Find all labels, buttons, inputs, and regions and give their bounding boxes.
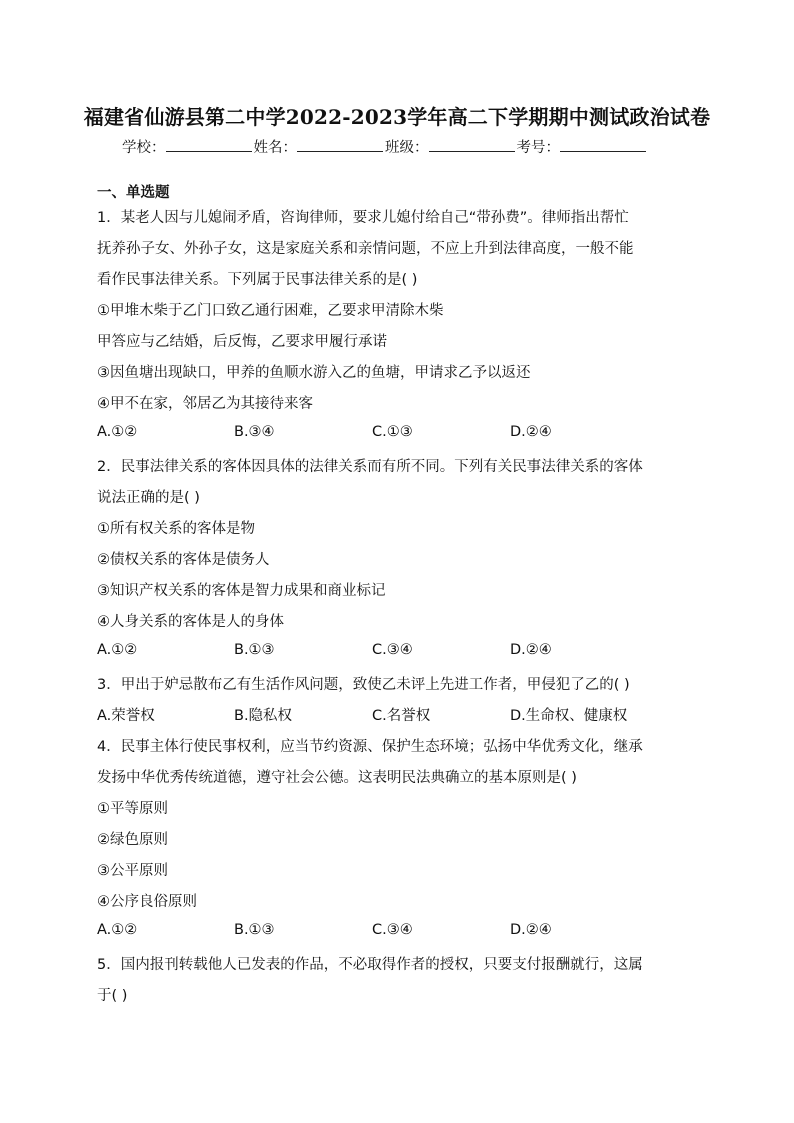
question-4-statement: ③公平原则 <box>97 863 168 879</box>
option-c[interactable]: C.名誉权 <box>372 708 431 724</box>
question-1-statement: ④甲不在家，邻居乙为其接待来客 <box>97 396 313 412</box>
option-d[interactable]: D.生命权、健康权 <box>510 708 628 724</box>
name-label: 姓名： <box>253 140 297 156</box>
page-title: 福建省仙游县第二中学2022-2023学年高二下学期期中测试政治试卷 <box>83 105 711 129</box>
question-1-statement: ③因鱼塘出现缺口，甲养的鱼顺水游入乙的鱼塘，甲请求乙予以返还 <box>97 365 531 381</box>
question-4-statement: ①平等原则 <box>97 801 168 817</box>
option-a[interactable]: A.①② <box>97 642 138 658</box>
school-label: 学校： <box>122 140 166 156</box>
option-b[interactable]: B.①③ <box>234 642 275 658</box>
question-4-statement: ④公序良俗原则 <box>97 894 197 910</box>
class-blank <box>429 137 515 152</box>
option-d[interactable]: D.②④ <box>510 642 552 658</box>
option-c[interactable]: C.①③ <box>372 424 413 440</box>
question-2-statement: ③知识产权关系的客体是智力成果和商业标记 <box>97 583 386 599</box>
question-1-statement: 甲答应与乙结婚，后反悔，乙要求甲履行承诺 <box>97 334 387 350</box>
class-label: 班级： <box>385 140 429 156</box>
option-a[interactable]: A.①② <box>97 922 138 938</box>
option-b[interactable]: B.隐私权 <box>234 708 293 724</box>
question-4-line: 发扬中华优秀传统道德，遵守社会公德。这表明民法典确立的基本原则是( ) <box>97 770 577 786</box>
option-d[interactable]: D.②④ <box>510 922 552 938</box>
question-3-line: 3．甲出于妒忌散布乙有生活作风问题，致使乙未评上先进工作者，甲侵犯了乙的( ) <box>97 677 630 693</box>
question-1-line: 1．某老人因与儿媳闹矛盾，咨询律师，要求儿媳付给自己“带孙费”。律师指出帮忙 <box>97 210 629 226</box>
option-a[interactable]: A.①② <box>97 424 138 440</box>
question-4-statement: ②绿色原则 <box>97 832 168 848</box>
question-2-statement: ①所有权关系的客体是物 <box>97 521 255 537</box>
name-blank <box>297 137 383 152</box>
question-5-line: 5．国内报刊转载他人已发表的作品，不必取得作者的授权，只要支付报酬就行，这属 <box>97 957 643 973</box>
question-2-statement: ④人身关系的客体是人的身体 <box>97 614 284 630</box>
number-blank <box>560 137 646 152</box>
question-4-line: 4．民事主体行使民事权利，应当节约资源、保护生态环境；弘扬中华优秀文化，继承 <box>97 739 643 755</box>
option-c[interactable]: C.③④ <box>372 642 413 658</box>
question-5-line: 于( ) <box>97 988 128 1004</box>
option-b[interactable]: B.③④ <box>234 424 275 440</box>
question-1-line: 看作民事法律关系。下列属于民事法律关系的是( ) <box>97 272 418 288</box>
student-info-row <box>122 136 648 157</box>
question-2-statement: ②债权关系的客体是债务人 <box>97 552 270 568</box>
option-d[interactable]: D.②④ <box>510 424 552 440</box>
number-label: 考号： <box>516 140 560 156</box>
option-b[interactable]: B.①③ <box>234 922 275 938</box>
question-1-line: 抚养孙子女、外孙子女，这是家庭关系和亲情问题，不应上升到法律高度，一般不能 <box>97 241 634 257</box>
option-a[interactable]: A.荣誉权 <box>97 708 155 724</box>
question-1-statement: ①甲堆木柴于乙门口致乙通行困难，乙要求甲清除木柴 <box>97 303 444 319</box>
school-blank <box>166 137 252 152</box>
option-c[interactable]: C.③④ <box>372 922 413 938</box>
section-heading: 一、单选题 <box>97 185 170 201</box>
question-2-line: 2．民事法律关系的客体因具体的法律关系而有所不同。下列有关民事法律关系的客体 <box>97 459 643 475</box>
question-2-line: 说法正确的是( ) <box>97 490 200 506</box>
